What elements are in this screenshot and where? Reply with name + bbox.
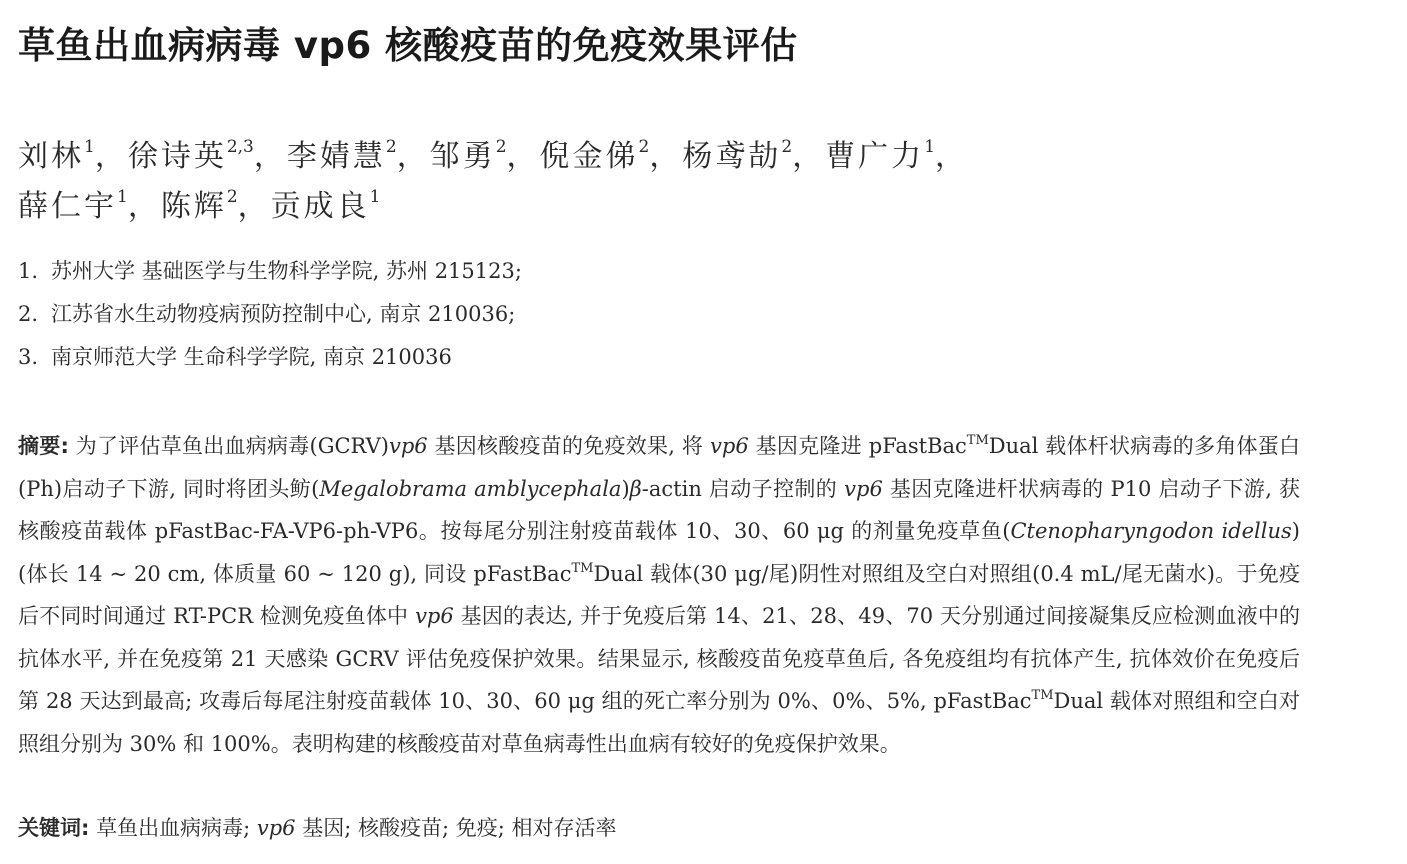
paper-title: 草鱼出血病病毒 vp6 核酸疫苗的免疫效果评估 [18,24,798,67]
author-affil-mark: 1 [84,137,95,157]
affiliation-list [18,250,1318,379]
trademark-mark: TM [1031,688,1054,703]
abstract-text: -actin 启动子控制的 [641,476,845,501]
author-affil-mark: 1 [369,187,381,207]
author: 李婧慧 [286,139,386,174]
species-name: Ctenopharyngodon idellus [1010,519,1292,543]
author-list [18,132,1318,232]
author: 刘林 [18,139,84,174]
abstract-label: 摘要: [18,434,69,458]
abstract-text: Dual 载体(30 μg/尾)阴性对照组及空白对照组(0.4 mL/尾无菌水)。于免疫后不同时间通过 RT-PCR 检测免疫鱼体中 [18,561,1300,628]
gene-name: vp6 [844,476,883,501]
author: 倪金俤 [539,139,639,174]
author-affil-mark: 2,3 [226,137,254,157]
keywords-text: 基因; 核酸疫苗; 免疫; 相对存活率 [295,816,617,840]
abstract-text: 基因核酸疫苗的免疫效果, 将 [427,434,711,458]
author: 薛仁宇 [18,189,117,224]
author-affil-mark: 2 [638,137,650,157]
keywords-text: 草鱼出血病病毒; [89,816,257,840]
abstract-text: 基因克隆进杆状病毒的 P10 启动子下游, 获核酸疫苗载体 pFastBac-FA-VP6-ph-VP6。按每尾分别注射疫苗载体 10、30、60 μg 的剂量免疫草鱼( [18,476,1300,543]
affiliation-item [18,250,1318,293]
author: 贡成良 [270,189,370,224]
affiliation-item [18,293,1318,336]
gene-name: vp6 [388,434,428,458]
affiliation-number: 3. [18,345,39,369]
abstract-text: Dual 载体杆状病毒的多角体蛋白(Ph)启动子下游, 同时将团头鲂( [18,434,1300,501]
keywords [18,807,1318,849]
author-line-1: 刘林$^1$，徐诗英$^{2,3}$，李婧慧$^2$，邹勇$^2$，倪金俤$^2$，杨鸢劼$^2$，曹广力$^1$， [18,137,969,174]
affiliation-text: 南京师范大学 生命科学学院, 南京 210036 [51,345,452,369]
author-affil-mark: 1 [117,187,128,207]
beta-symbol: β [629,476,642,501]
author: 邹勇 [429,139,496,174]
affiliation-number: 1. [18,259,39,283]
gene-name: vp6 [415,604,454,628]
abstract-text: 基因的表达, 并于免疫后第 14、21、28、49、70 天分别通过间接凝集反应检测血液中的抗体水平, 并在免疫第 21 天感染 GCRV 评估免疫保护效果。结果显示, 核酸疫苗免疫草鱼后, 各免疫组均有抗体产生, 抗体效价在免疫后第 28 天达到最高; 攻毒后每尾注射疫苗载体 10、30、60 μg 组的死亡率分别为 0%、0%、5%, pFastBac [18,604,1301,713]
author-line-2: 薛仁宇$^1$，陈辉$^2$，贡成良$^1$ [18,187,381,224]
author: 曹广力 [825,139,925,174]
abstract-text: ) [621,476,630,501]
species-name: Megalobrama amblycephala [319,476,622,501]
abstract-text: )(体长 14 ~ 20 cm, 体质量 60 ~ 120 g), 同设 pFastBac [18,519,1300,586]
author-affil-mark: 1 [924,137,936,157]
abstract-text: 为了评估草鱼出血病病毒(GCRV) [68,434,389,458]
abstract [18,425,1300,765]
abstract-text: 基因克隆进 pFastBac [748,434,967,458]
affiliation-item [18,336,1318,379]
keywords-label: 关键词: [18,816,90,840]
affiliation-number: 2. [18,302,39,326]
author: 杨鸢劼 [682,139,782,174]
trademark-mark: TM [966,433,989,448]
author-affil-mark: 2 [495,137,507,157]
author: 徐诗英 [127,139,227,174]
trademark-mark: TM [571,560,594,576]
gene-name: vp6 [710,434,749,458]
author: 陈辉 [160,189,227,224]
author-affil-mark: 2 [385,137,397,157]
affiliation-text: 江苏省水生动物疫病预防控制中心, 南京 210036; [51,302,516,326]
author-affil-mark: 2 [226,187,238,207]
paper-page [18,18,1318,849]
author-affil-mark: 2 [781,137,793,157]
abstract-text: Dual 载体对照组和空白对照组分别为 30% 和 100%。表明构建的核酸疫苗对草鱼病毒性出血病有较好的免疫保护效果。 [18,689,1300,756]
affiliation-text: 苏州大学 基础医学与生物科学学院, 苏州 215123; [51,259,522,283]
gene-name: vp6 [256,816,296,840]
